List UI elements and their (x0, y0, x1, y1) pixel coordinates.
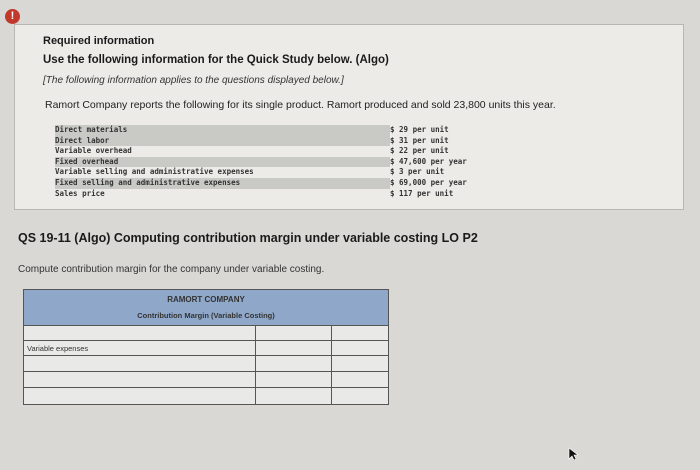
amount-cell (256, 341, 332, 355)
row-label-cell (24, 356, 256, 371)
question-title: QS 19-11 (Algo) Computing contribution margin under variable costing LO P2 (18, 231, 478, 245)
cost-amount: $ 69,000 per year (390, 177, 467, 187)
cost-label: Variable selling and administrative expenses (55, 167, 254, 177)
cost-label: Fixed selling and administrative expenses (55, 178, 390, 189)
question-instruction: Compute contribution margin for the company under variable costing. (18, 264, 325, 275)
total-cell (332, 341, 388, 355)
total-cell (332, 388, 388, 404)
row-label-cell (24, 325, 256, 340)
total-cell (332, 325, 388, 340)
answer-row (24, 356, 388, 372)
amount-cell (256, 388, 332, 404)
cost-row (55, 167, 480, 178)
row-label-cell (24, 388, 256, 404)
total-input[interactable] (332, 391, 388, 407)
cost-data-table (55, 125, 480, 199)
cost-amount: $ 31 per unit (390, 135, 449, 145)
mouse-cursor-icon (568, 447, 578, 461)
cost-row (55, 189, 480, 200)
row-label-input[interactable] (24, 391, 255, 407)
cost-row (55, 178, 480, 189)
answer-row (24, 388, 388, 404)
variable-expenses-label: Variable expenses (27, 344, 89, 353)
required-information-title: Required information (43, 35, 155, 47)
contribution-margin-answer-table (23, 289, 389, 405)
company-intro-text: Ramort Company reports the following for its single product. Ramort produced and sold 23,800 units this year. (45, 99, 556, 111)
cost-amount: $ 3 per unit (390, 167, 445, 177)
cost-label: Variable overhead (55, 146, 132, 156)
cost-label: Direct labor (55, 136, 390, 147)
cost-row (55, 157, 480, 168)
cost-label: Sales price (55, 188, 105, 198)
use-following-instruction: Use the following information for the Quick Study below. (Algo) (43, 54, 389, 66)
total-cell (332, 356, 388, 371)
company-name-heading: RAMORT COMPANY (167, 295, 245, 304)
amount-cell (256, 372, 332, 387)
amount-input[interactable] (256, 391, 331, 407)
answer-table-header (24, 290, 388, 326)
answer-row (24, 341, 388, 356)
alert-icon: ! (5, 9, 20, 24)
cost-row (55, 146, 480, 157)
cost-amount: $ 47,600 per year (390, 156, 467, 166)
answer-row (24, 372, 388, 388)
amount-cell (256, 325, 332, 340)
row-label-cell (24, 341, 256, 355)
statement-title: Contribution Margin (Variable Costing) (137, 311, 275, 320)
cost-label: Fixed overhead (55, 157, 390, 168)
cost-amount: $ 22 per unit (390, 146, 449, 156)
required-information-panel (14, 24, 684, 210)
cost-label: Direct materials (55, 125, 390, 136)
row-label-cell (24, 372, 256, 387)
answer-row (24, 325, 388, 341)
amount-cell (256, 356, 332, 371)
cost-amount: $ 29 per unit (390, 125, 449, 134)
cost-row (55, 136, 480, 147)
cost-row (55, 125, 480, 136)
applies-note: [The following information applies to the questions displayed below.] (43, 75, 344, 86)
total-cell (332, 372, 388, 387)
cost-amount: $ 117 per unit (390, 188, 454, 198)
